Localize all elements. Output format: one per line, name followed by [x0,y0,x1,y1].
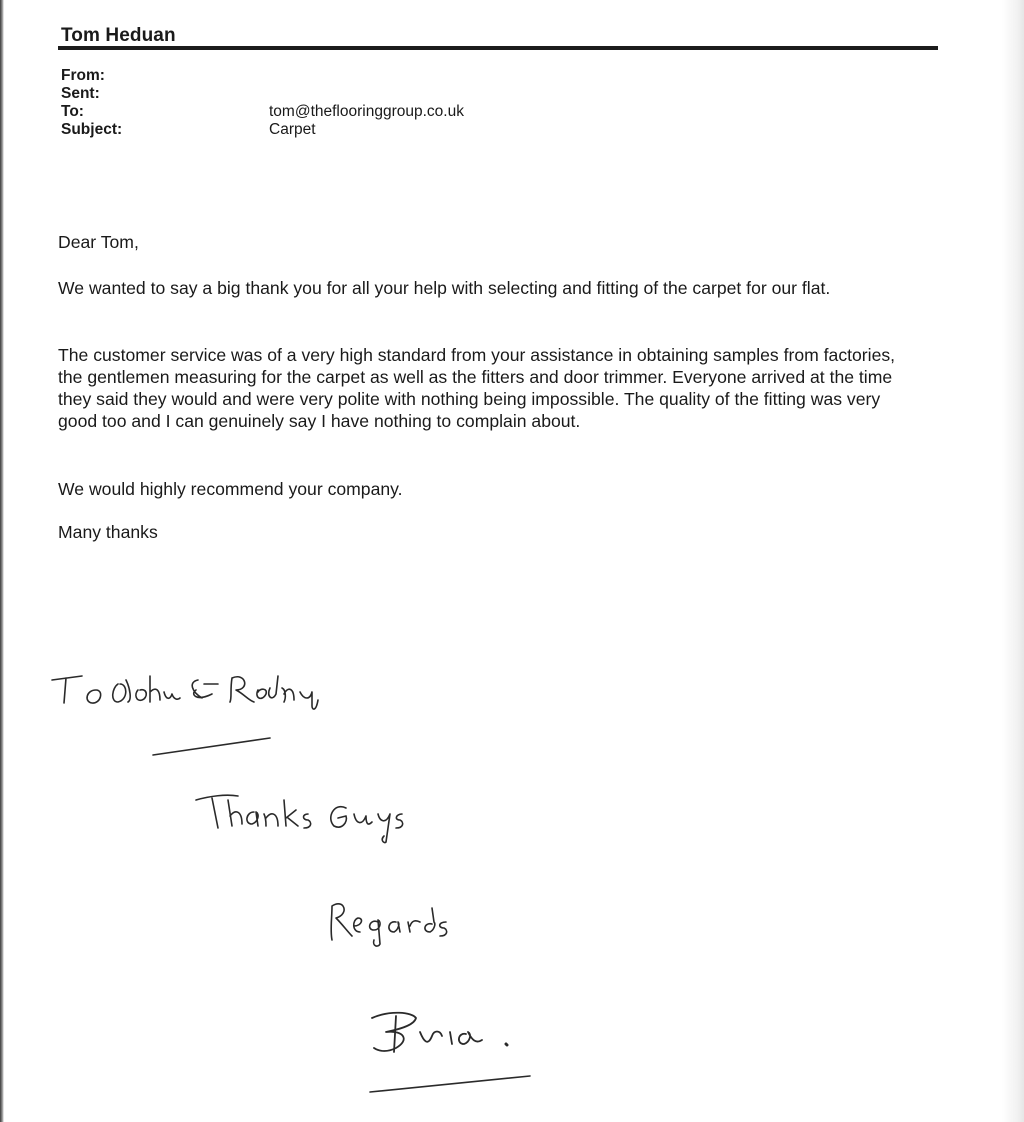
body-paragraph-3: We would highly recommend your company. [58,479,403,499]
handwritten-line-3 [331,904,447,946]
sender-name: Tom Heduan [61,25,176,46]
signature-underline [370,1076,530,1092]
subject-value: Carpet [269,121,316,138]
handwritten-line-1 [52,676,318,709]
closing: Many thanks [58,522,158,542]
sent-label: Sent: [61,85,100,102]
from-label: From: [61,67,105,84]
subject-label: Subject: [61,121,123,138]
handwritten-underline-1 [153,738,270,755]
to-value: tom@theflooringgroup.co.uk [269,103,464,120]
greeting: Dear Tom, [58,232,139,252]
body-paragraph-2: The customer service was of a very high standard from your assistance in obtaining samples from factories, the gentlemen measuring for the carpet as well as the fitters and door trimmer. Everyone arrived at the time they said they would and were very polite with nothing being impossible. The quality of the fitting was very good too and I can genuinely say I have nothing to complain about. [58,345,896,431]
handwritten-line-2 [196,795,403,842]
signature [372,1013,507,1052]
to-label: To: [61,103,84,120]
body-paragraph-1: We wanted to say a big thank you for all your help with selecting and fitting of the carpet for our flat. [58,278,831,298]
